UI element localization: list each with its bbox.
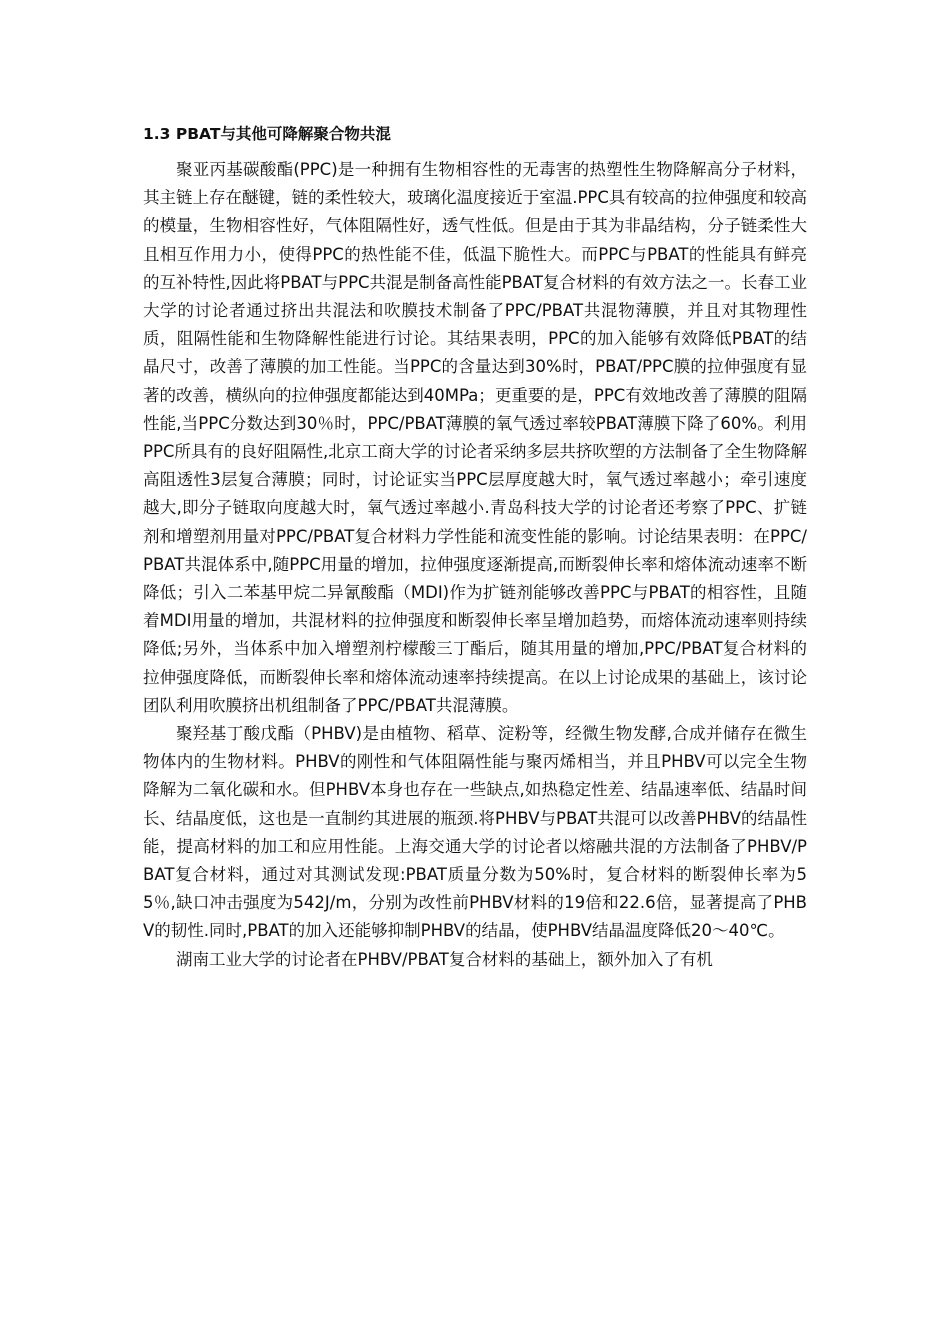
document-body xyxy=(143,118,807,974)
paragraph-ppc: 聚亚丙基碳酸酯(PPC)是一种拥有生物相容性的无毒害的热塑性生物降解高分子材料，其主链上存在醚键，链的柔性较大，玻璃化温度接近于室温.PPC具有较高的拉伸强度和较高的模量，生物相容性好，气体阻隔性好，透气性低。但是由于其为非晶结构，分子链柔性大且相互作用力小，使得PPC的热性能不佳，低温下脆性大。而PPC与PBAT的性能具有鲜亮的互补特性,因此将PBAT与PPC共混是制备高性能PBAT复合材料的有效方法之一。长春工业大学的讨论者通过挤出共混法和吹膜技术制备了PPC/PBAT共混物薄膜，并且对其物理性质，阻隔性能和生物降解性能进行讨论。其结果表明，PPC的加入能够有效降低PBAT的结晶尺寸，改善了薄膜的加工性能。当PPC的含量达到30%时，PBAT/PPC膜的拉伸强度有显著的改善，横纵向的拉伸强度都能达到40MPa；更重要的是，PPC有效地改善了薄膜的阻隔性能,当PPC分数达到30％时，PPC/PBAT薄膜的氧气透过率较PBAT薄膜下降了60%。利用PPC所具有的良好阻隔性,北京工商大学的讨论者采纳多层共挤吹塑的方法制备了全生物降解高阻透性3层复合薄膜；同时，讨论证实当PPC层厚度越大时，氧气透过率越小；牵引速度越大,即分子链取向度越大时，氧气透过率越小.青岛科技大学的讨论者还考察了PPC、扩链剂和增塑剂用量对PPC/PBAT复合材料力学性能和流变性能的影响。讨论结果表明：在PPC/PBAT共混体系中,随PPC用量的增加，拉伸强度逐渐提高,而断裂伸长率和熔体流动速率不断降低；引入二苯基甲烷二异氰酸酯（MDI)作为扩链剂能够改善PPC与PBAT的相容性，且随着MDI用量的增加，共混材料的拉伸强度和断裂伸长率呈增加趋势，而熔体流动速率则持续降低;另外，当体系中加入增塑剂柠檬酸三丁酯后，随其用量的增加,PPC/PBAT复合材料的拉伸强度降低，而断裂伸长率和熔体流动速率持续提高。在以上讨论成果的基础上，该讨论团队利用吹膜挤出机组制备了PPC/PBAT共混薄膜。 xyxy=(143,160,807,715)
paragraph-phbv: 聚羟基丁酸戊酯（PHBV)是由植物、稻草、淀粉等，经微生物发酵,合成并储存在微生物体内的生物材料。PHBV的刚性和气体阻隔性能与聚丙烯相当，并且PHBV可以完全生物降解为二氧化碳和水。但PHBV本身也存在一些缺点,如热稳定性差、结晶速率低、结晶时间长、结晶度低，这也是一直制约其进展的瓶颈.将PHBV与PBAT共混可以改善PHBV的结晶性能，提高材料的加工和应用性能。上海交通大学的讨论者以熔融共混的方法制备了PHBV/PBAT复合材料，通过对其测试发现:PBAT质量分数为50%时，复合材料的断裂伸长率为55％,缺口冲击强度为542J/m，分别为改性前PHBV材料的19倍和22.6倍，显著提高了PHBV的韧性.同时,PBAT的加入还能够抑制PHBV的结晶，使PHBV结晶温度降低20～40℃。 xyxy=(143,724,807,941)
section-heading: 1.3 PBAT与其他可降解聚合物共混 xyxy=(143,125,391,143)
paragraph-hunan: 湖南工业大学的讨论者在PHBV/PBAT复合材料的基础上，额外加入了有机 xyxy=(176,949,713,969)
